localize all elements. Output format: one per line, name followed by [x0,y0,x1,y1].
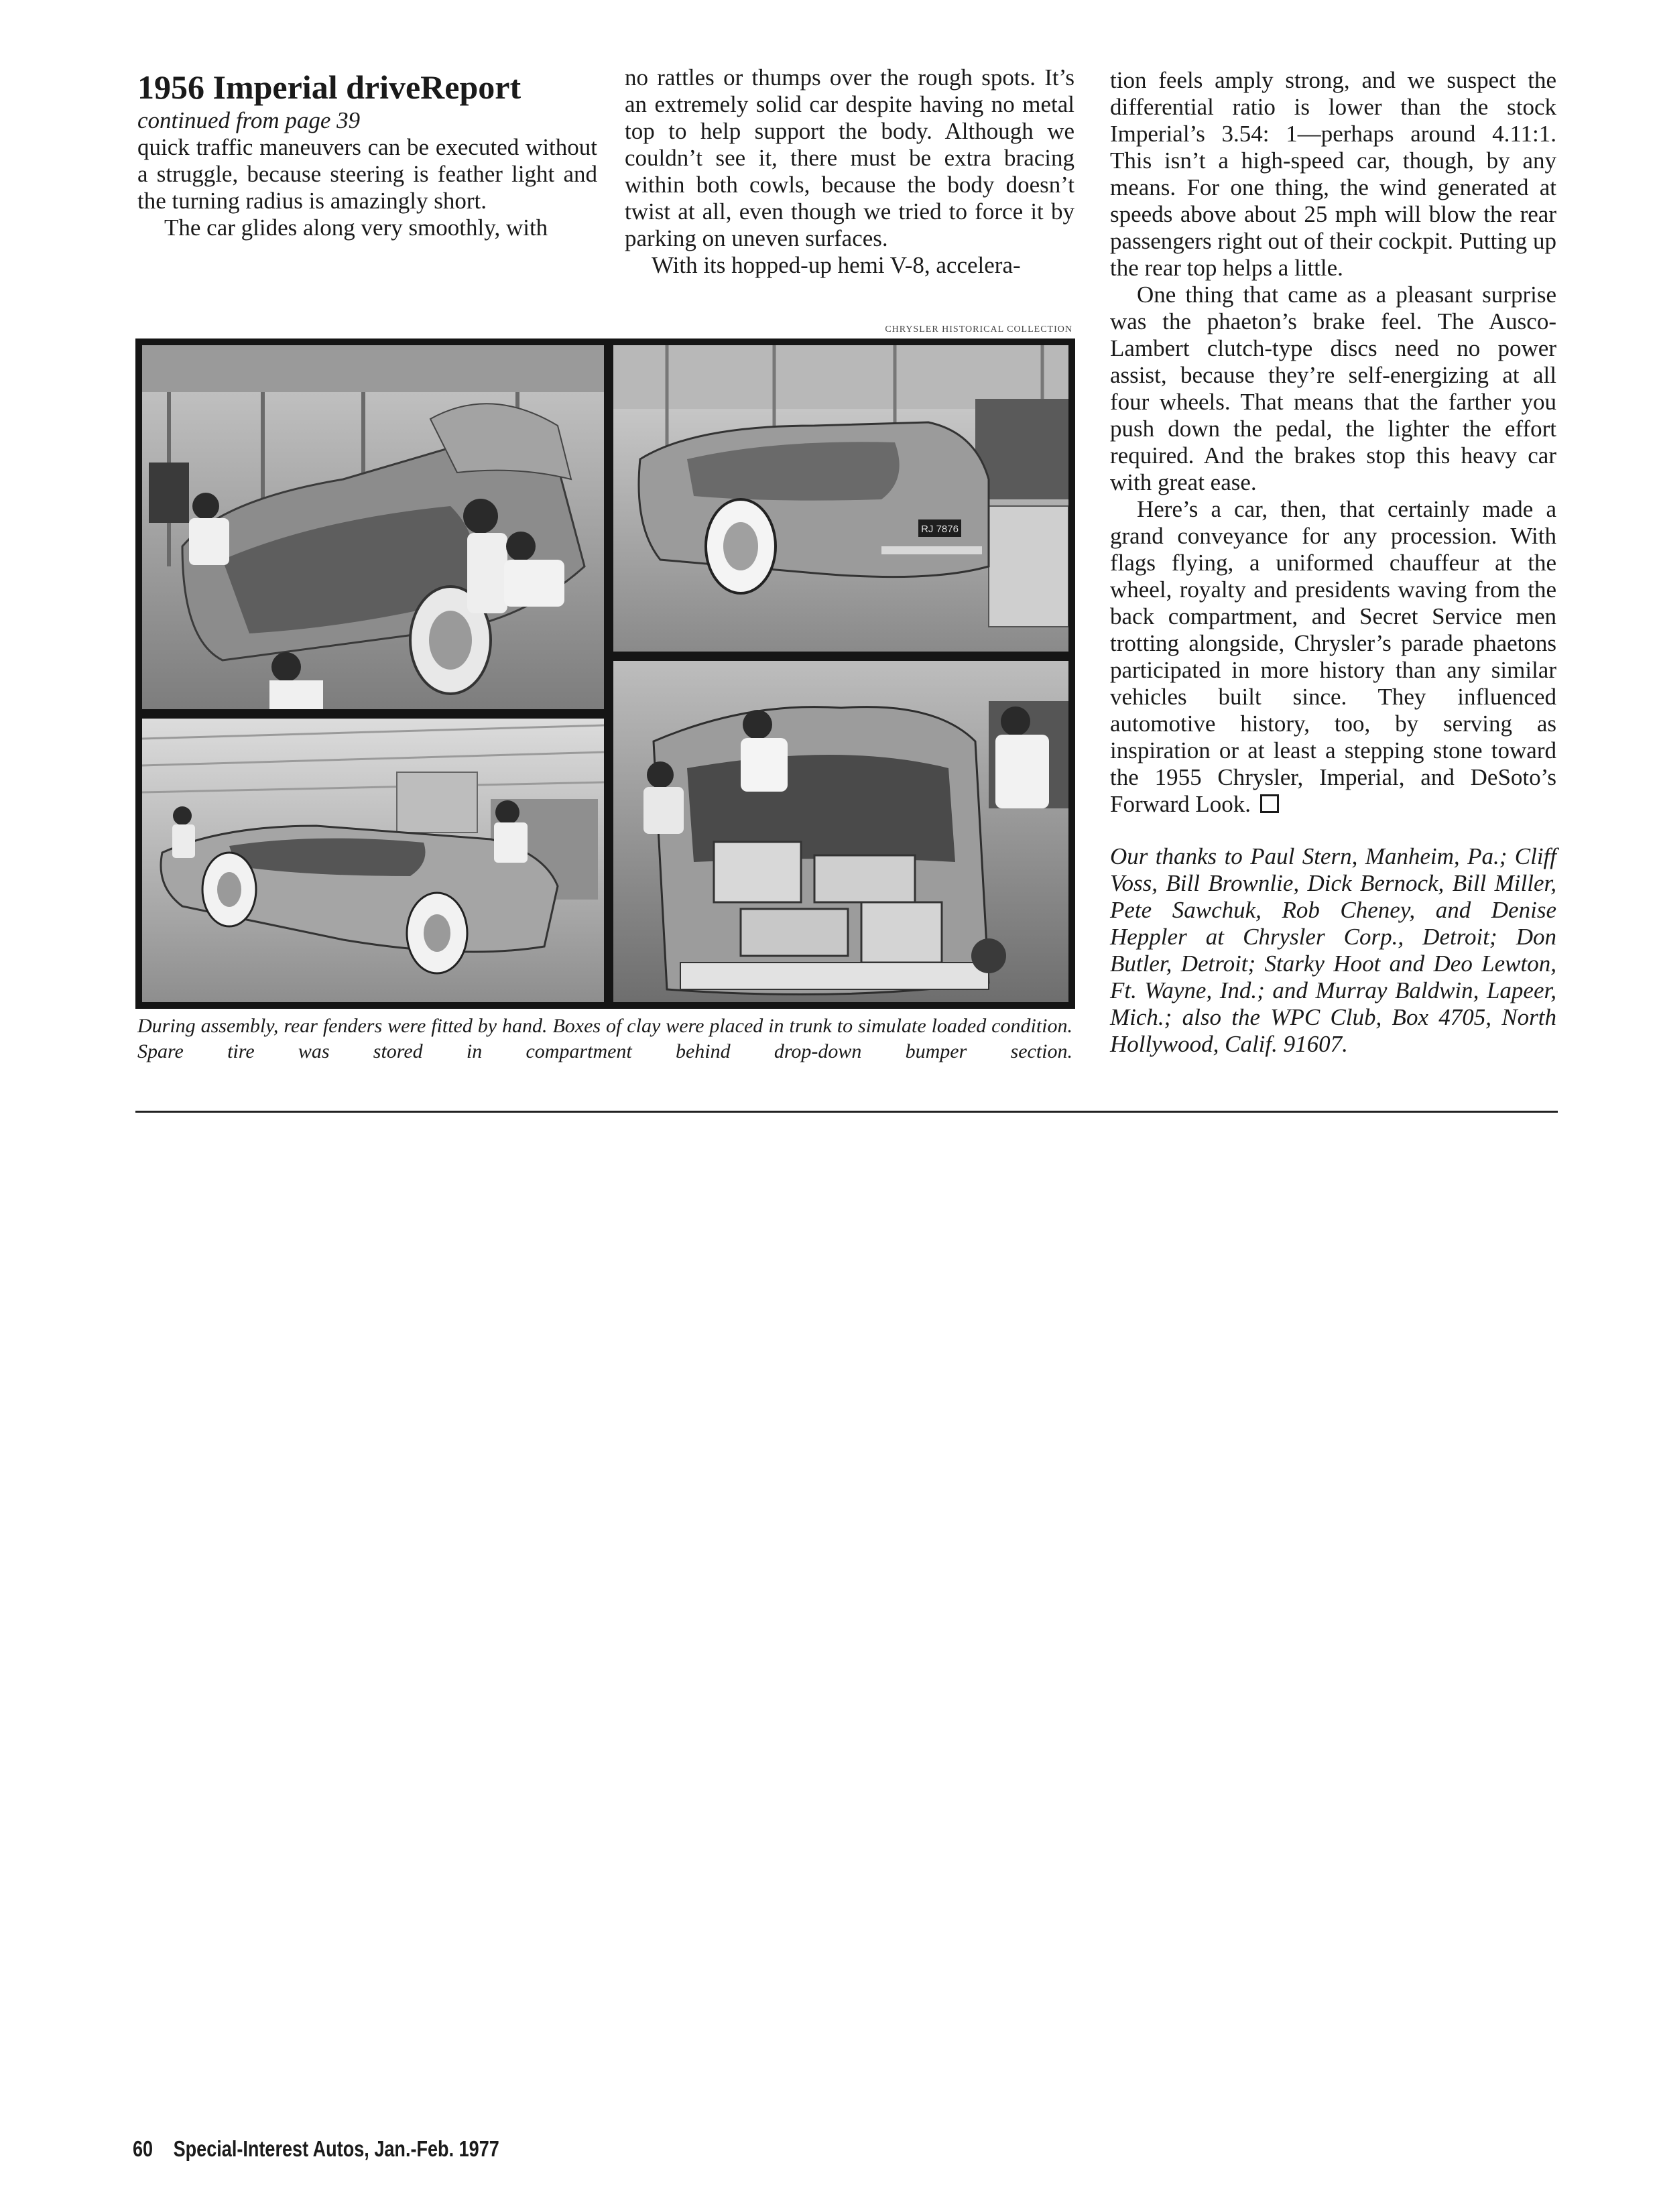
article-column-3 [1110,67,1556,1058]
photo-finished-car [613,345,1068,652]
paragraph [1110,496,1556,818]
paragraph: The car glides along very smoothly, with [164,214,548,241]
photo-assembly-hall [142,719,604,1002]
photo-fender-fitting [142,345,604,709]
paragraph: One thing that came as a pleasant surprise was the phaeton’s brake feel. The Ausco-Lambert clutch-type discs need no power assist, because they’re self-energizing at all four wheels. That means that the farther you push down the pedal, the lighter the effort required. And the brakes stop this heavy car with great ease. [1110,282,1556,495]
publication-info: Special-Interest Autos, Jan.-Feb. 1977 [173,2136,499,2161]
photo-finished-car-image [613,345,1068,652]
photo-fender-fitting-image [142,345,604,709]
photo-assembly-hall-image [142,719,604,1002]
paragraph: With its hopped-up hemi V-8, accelera- [652,252,1021,278]
photo-trunk-clay-boxes [613,661,1068,1002]
paragraph: tion feels amply strong, and we suspect the differential ratio is lower than the stock Imperial’s 3.54: 1—perhaps around 4.11:1. This isn’t a high-speed car, though, by any means. For one thing, the wind generated at speeds above about 25 mph will blow the rear passengers right out of their cockpit. Putting up the rear top helps a little. [1110,67,1556,281]
acknowledgements: Our thanks to Paul Stern, Manheim, Pa.; Cliff Voss, Bill Brownlie, Dick Bernock, Bill Miller, Pete Sawchuk, Rob Cheney, and Denise Heppler at Chrysler Corp., Detroit; Don Butler, Detroit; Starky Hoot and Deo Lewton, Ft. Wayne, Ind.; and Murray Baldwin, Lapeer, Mich.; also the WPC Club, Box 4705, North Hollywood, Calif. 91607. [1110,843,1556,1057]
continued-note: continued from page 39 [137,107,361,133]
page-footer [133,2136,499,2162]
section-divider [135,1111,1558,1113]
article-column-2 [625,64,1074,279]
paragraph: quick traffic maneuvers can be executed without a struggle, because steering is feather light and the turning radius is amazingly short. [137,134,597,214]
article-column-1 [137,67,597,241]
page-number: 60 [133,2136,153,2161]
photo-credit: CHRYSLER HISTORICAL COLLECTION [885,324,1072,334]
license-plate-text: RJ 7876 [921,524,959,535]
paragraph: no rattles or thumps over the rough spots. It’s an extremely solid car despite having no metal top to help support the body. Although we couldn’t see it, there must be extra bracing within both cowls, because the body doesn’t twist at all, even though we tried to force it by parking on uneven surfaces. [625,64,1074,251]
end-of-article-box-icon [1260,794,1279,813]
article-headline: 1956 Imperial driveReport [137,68,521,106]
paragraph-text: Here’s a car, then, that certainly made a grand conveyance for any procession. With flags flying, a uniformed chauffeur at the wheel, royalty and presidents waving from the back compartment, and Secret Service men trotting alongside, Chrysler’s parade phaetons participated in more history than any similar vehicles built since. They influenced automotive history, too, by serving as inspiration or at least a stepping stone toward the 1955 Chrysler, Imperial, and DeSoto’s Forward Look. [1110,496,1556,817]
photo-caption: During assembly, rear fenders were fitted by hand. Boxes of clay were placed in trunk to simulate loaded condition. Spare tire was stored in compartment behind drop-down bumper section. [137,1015,1072,1062]
photo-collage [135,339,1075,1009]
photo-trunk-clay-boxes-image [613,661,1068,1002]
